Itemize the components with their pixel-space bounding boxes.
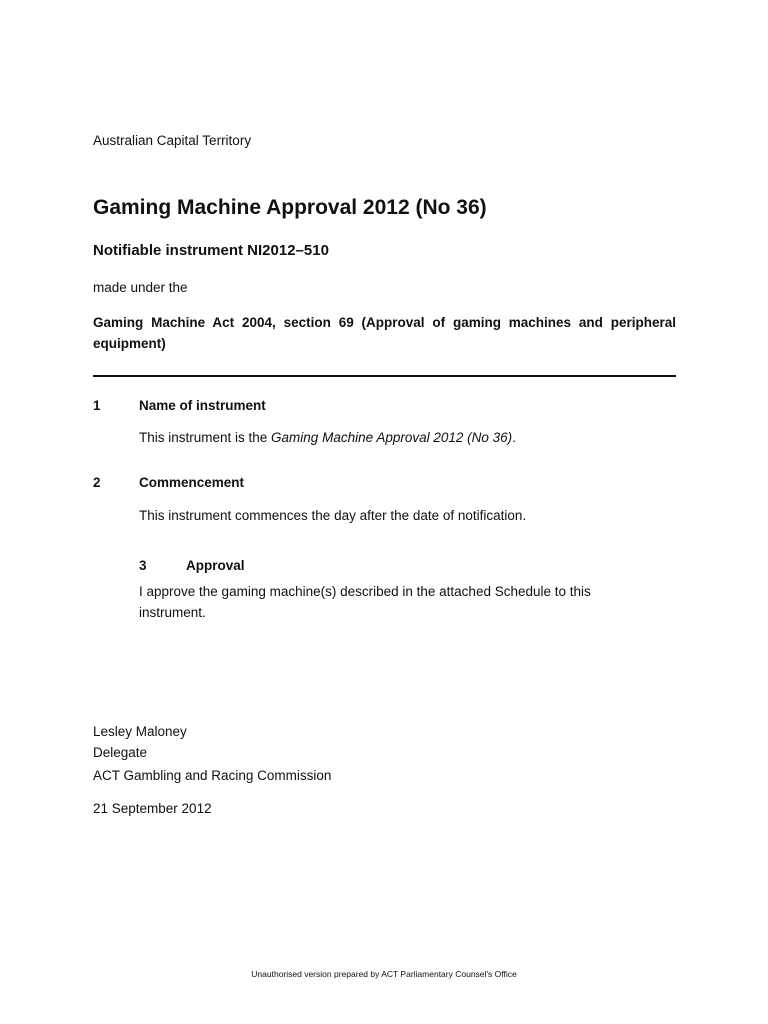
signature-date: 21 September 2012 bbox=[93, 801, 212, 816]
instrument-number: Notifiable instrument NI2012–510 bbox=[93, 242, 329, 259]
jurisdiction: Australian Capital Territory bbox=[93, 133, 252, 148]
section-text-prefix: This instrument is the bbox=[139, 430, 272, 445]
section-text-suffix: . bbox=[512, 430, 516, 445]
signatory-name: Lesley Maloney bbox=[93, 724, 187, 739]
page-footer: Unauthorised version prepared by ACT Parliamentary Counsel's Office bbox=[251, 969, 517, 979]
section-heading: Commencement bbox=[139, 475, 245, 490]
section-number: 3 bbox=[139, 558, 147, 573]
section-heading: Name of instrument bbox=[139, 398, 266, 413]
section-number: 1 bbox=[93, 398, 101, 413]
section-number: 2 bbox=[93, 475, 101, 490]
signatory-organisation: ACT Gambling and Racing Commission bbox=[93, 768, 332, 783]
document-title: Gaming Machine Approval 2012 (No 36) bbox=[93, 196, 487, 219]
instrument-name-italic: Gaming Machine Approval 2012 (No 36) bbox=[271, 430, 513, 445]
divider-rule bbox=[93, 375, 676, 377]
enabling-act: Gaming Machine Act 2004, section 69 (Approval of gaming machines and peripheral equipment) bbox=[93, 315, 676, 351]
section-text bbox=[139, 430, 516, 445]
made-under-text: made under the bbox=[93, 280, 188, 295]
section-text: I approve the gaming machine(s) described in the attached Schedule to this instrument. bbox=[139, 584, 591, 620]
signatory-role: Delegate bbox=[93, 745, 148, 760]
section-heading: Approval bbox=[186, 558, 245, 573]
section-text: This instrument commences the day after the date of notification. bbox=[139, 508, 527, 523]
